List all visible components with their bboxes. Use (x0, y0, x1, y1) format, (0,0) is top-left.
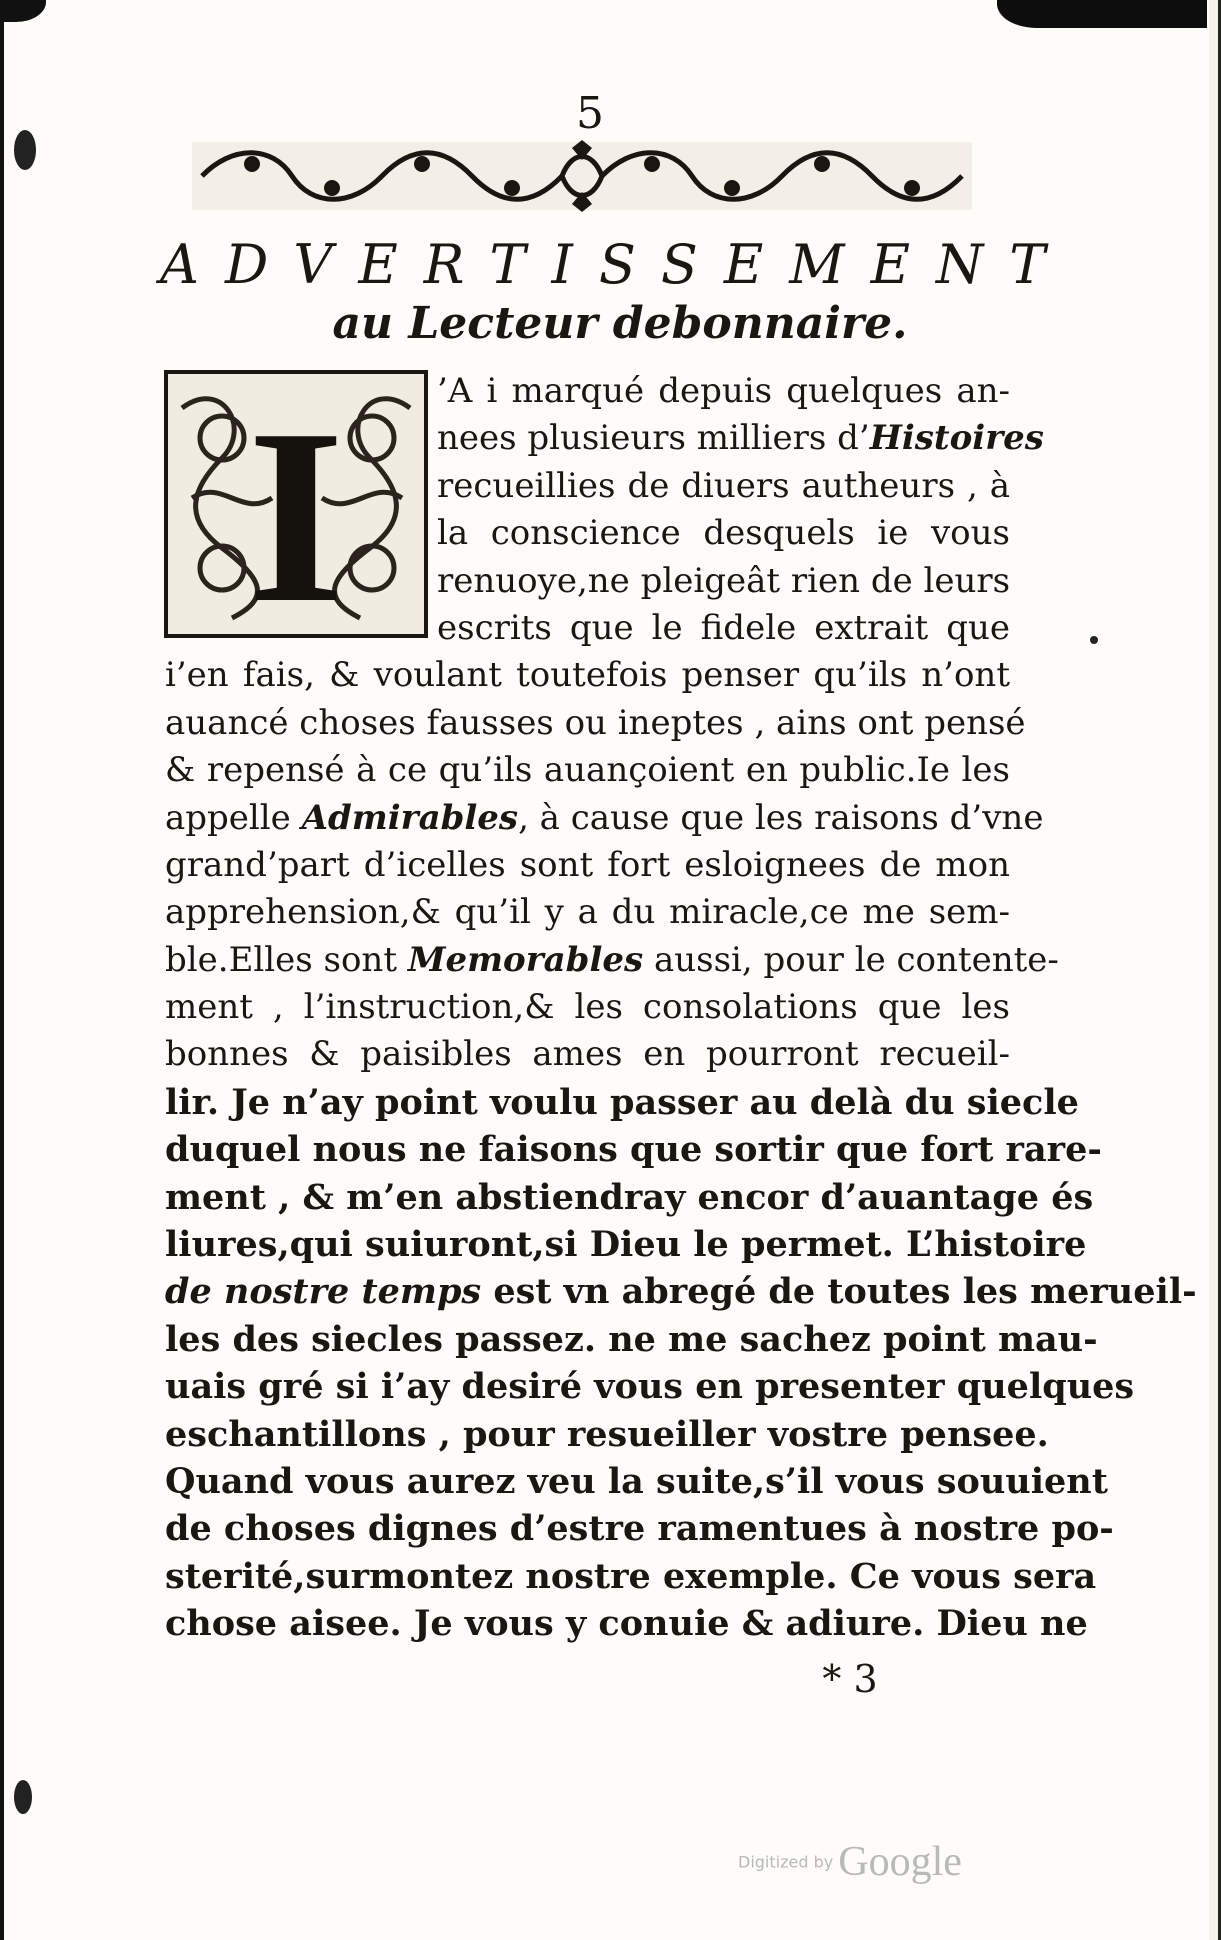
text-line: escrits que le fidele extrait que (437, 607, 1010, 648)
text-line: & repensé à ce qu’ils auançoient en public.Ie les (165, 750, 1010, 791)
text-line: la conscience desquels ie vous (437, 513, 1010, 554)
scan-right-edge (1209, 0, 1221, 1940)
text-line: de choses dignes d’estre ramentues à nostre po- (165, 1508, 1114, 1550)
heading-subtitle: au Lecteur debonnaire. (332, 298, 908, 349)
scan-speck (1090, 636, 1098, 644)
signature-mark: * 3 (822, 1657, 878, 1701)
text-line: grand’part d’icelles sont fort esloignees de mon (165, 844, 1010, 885)
text-line: ment , & m’en abstiendray encor d’auantage és (165, 1176, 1094, 1218)
digitized-by-watermark (738, 1838, 998, 1886)
scan-corner-ink (997, 0, 1207, 28)
text-line: ’A i marqué depuis quelques an- (437, 371, 1010, 411)
body-text (165, 368, 1197, 1648)
google-logo: Google (838, 1839, 962, 1885)
text-line: ble.Elles sont Memorables aussi, pour le contente- (165, 939, 1059, 980)
text-line: duquel nous ne faisons que sortir que fort rare- (165, 1129, 1102, 1171)
text-line: eschantillons , pour resueiller vostre pensee. (165, 1413, 1049, 1455)
text-line: bonnes & paisibles ames en pourront recueil- (165, 1034, 1010, 1075)
text-line: chose aisee. Je vous y conuie & adiure. Dieu ne (165, 1603, 1088, 1645)
heading-title: ADVERTISSEMENT (160, 233, 1072, 296)
page-number: 5 (576, 88, 604, 139)
text-line: appelle Admirables, à cause que les raisons d’vne (165, 797, 1044, 838)
decorative-headpiece-ornament (192, 140, 972, 212)
text-line: les des siecles passez. ne me sachez point mau- (165, 1318, 1098, 1360)
dropcap-letter: I (247, 378, 345, 640)
text-line: auancé choses fausses ou ineptes , ains ont pensé (165, 702, 1026, 743)
text-line: sterité,surmontez nostre exemple. Ce vous sera (165, 1555, 1097, 1597)
text-line: de nostre temps est vn abregé de toutes les merueil- (165, 1271, 1197, 1313)
text-line: apprehension,& qu’il y a du miracle,ce me sem- (165, 892, 1010, 933)
text-line: ment , l’instruction,& les consolations que les (165, 987, 1010, 1028)
scan-speck (14, 1780, 32, 1814)
text-line: liures,qui suiuront,si Dieu le permet. L’histoire (165, 1224, 1087, 1266)
scan-speck (14, 130, 36, 170)
scan-left-edge (0, 0, 10, 1940)
text-line: renuoye,ne pleigeât rien de leurs (437, 560, 1011, 601)
text-line: lir. Je n’ay point voulu passer au delà du siecle (165, 1081, 1079, 1123)
text-line: i’en fais, & voulant toutefois penser qu’ils n’ont (165, 655, 1010, 696)
text-line: uais gré si i’ay desiré vous en presenter quelques (165, 1366, 1135, 1408)
scan-corner-ink-left (0, 0, 46, 22)
text-line: Quand vous aurez veu la suite,s’il vous souuient (165, 1460, 1108, 1502)
text-line: recueillies de diuers autheurs , à (437, 465, 1010, 506)
text-line: nees plusieurs milliers d’Histoires (437, 418, 1044, 459)
digitized-prefix: Digitized by (738, 1852, 834, 1872)
